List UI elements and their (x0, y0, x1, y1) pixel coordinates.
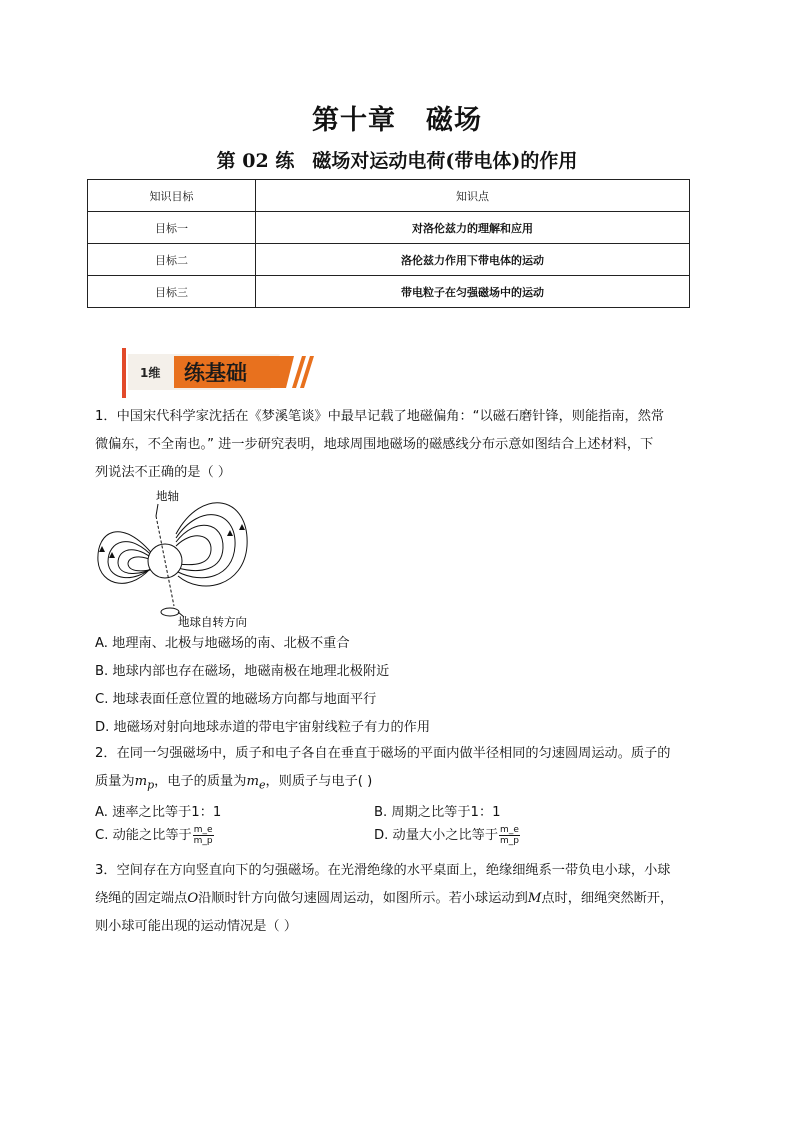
geomagnetic-field-figure (92, 486, 267, 631)
table-row (88, 212, 690, 244)
rotation-ellipse (161, 608, 179, 616)
chapter-number: 第十章 (312, 105, 396, 136)
option-c[interactable]: C. 地球表面任意位置的地磁场方向都与地面平行 (95, 692, 377, 707)
arrow-icon (239, 524, 245, 530)
question-1-line: 1．中国宋代科学家沈括在《梦溪笔谈》中最早记载了地磁偏角：“以磁石磨针锋，则能指南，然常 (95, 409, 665, 424)
lesson-number: 第 02 练 (216, 150, 295, 172)
question-2-line: 质量为$m_p$，电子的质量为$m_e$，则质子与电子( ) (95, 774, 373, 792)
point-o: O (187, 891, 199, 906)
table-row (88, 244, 690, 276)
chapter-title (0, 98, 794, 137)
mass-ratio-fraction: $\frac{m\_e}{m\_p}$ (193, 824, 213, 846)
goals-table (87, 179, 690, 308)
question-1 (95, 403, 700, 487)
question-2 (95, 740, 700, 800)
table-row (88, 276, 690, 308)
q2-option-b[interactable]: B. 周期之比等于1：1 (374, 805, 501, 820)
header-cell: 知识目标 (88, 180, 256, 212)
point-m: M (527, 891, 542, 906)
question-1-line: 列说法不正确的是（ ） (95, 465, 232, 480)
mass-ratio-fraction: $\frac{m\_e}{m\_p}$ (499, 824, 519, 846)
knowledge-cell: 对洛伦兹力的理解和应用 (256, 212, 690, 244)
lesson-subtitle (0, 146, 794, 173)
question-3-line: 绕绳的固定端点O沿顺时针方向做匀速圆周运动，如图所示。若小球运动到M点时，细绳突然断开， (95, 891, 674, 906)
electron-mass: $m_e$ (246, 774, 266, 792)
banner-badge: 1维 (140, 366, 161, 380)
question-1-line: 微偏东，不全南也。” 进一步研究表明，地球周围地磁场的磁感线分布示意如图结合上述材料，下 (95, 437, 654, 452)
banner-stripes (292, 356, 314, 388)
banner-accent-bar (122, 348, 126, 398)
option-a[interactable]: A. 地理南、北极与地磁场的南、北极不重合 (95, 636, 350, 651)
proton-mass: $m_p$ (134, 774, 155, 792)
section-banner (120, 348, 320, 398)
arrow-icon (99, 546, 105, 552)
axis-label: 地轴 (156, 489, 179, 503)
goal-cell: 目标二 (88, 244, 256, 276)
q2-option-d[interactable]: D. 动量大小之比等于 $\frac{m\_e}{m\_p}$ (374, 824, 519, 846)
axis-pointer (156, 504, 158, 516)
question-3-line: 则小球可能出现的运动情况是（ ） (95, 919, 298, 934)
option-d[interactable]: D. 地磁场对射向地球赤道的带电宇宙射线粒子有力的作用 (95, 720, 431, 735)
field-line (176, 503, 247, 586)
chapter-topic: 磁场 (426, 105, 482, 136)
banner-label: 练基础 (184, 361, 247, 385)
question-3-line: 3．空间存在方向竖直向下的匀强磁场。在光滑绝缘的水平桌面上，绝缘细绳系一带负电小球，小球 (95, 863, 671, 878)
rotation-label: 地球自转方向 (178, 615, 247, 629)
question-1-options (95, 630, 700, 742)
field-line (176, 515, 235, 578)
q2-option-c[interactable]: C. 动能之比等于 $\frac{m\_e}{m\_p}$ (95, 824, 213, 846)
goals-table-header (88, 180, 690, 212)
q2-option-a[interactable]: A. 速率之比等于1：1 (95, 805, 222, 820)
option-b[interactable]: B. 地球内部也存在磁场，地磁南极在地理北极附近 (95, 664, 390, 679)
goal-cell: 目标一 (88, 212, 256, 244)
question-3 (95, 857, 700, 941)
arrow-icon (227, 530, 233, 536)
question-2-line: 2．在同一匀强磁场中，质子和电子各自在垂直于磁场的平面内做半径相同的匀速圆周运动。质子的 (95, 746, 671, 761)
knowledge-cell: 带电粒子在匀强磁场中的运动 (256, 276, 690, 308)
goal-cell: 目标三 (88, 276, 256, 308)
lesson-topic: 磁场对运动电荷(带电体)的作用 (312, 150, 578, 172)
knowledge-cell: 洛伦兹力作用下带电体的运动 (256, 244, 690, 276)
header-cell: 知识点 (256, 180, 690, 212)
